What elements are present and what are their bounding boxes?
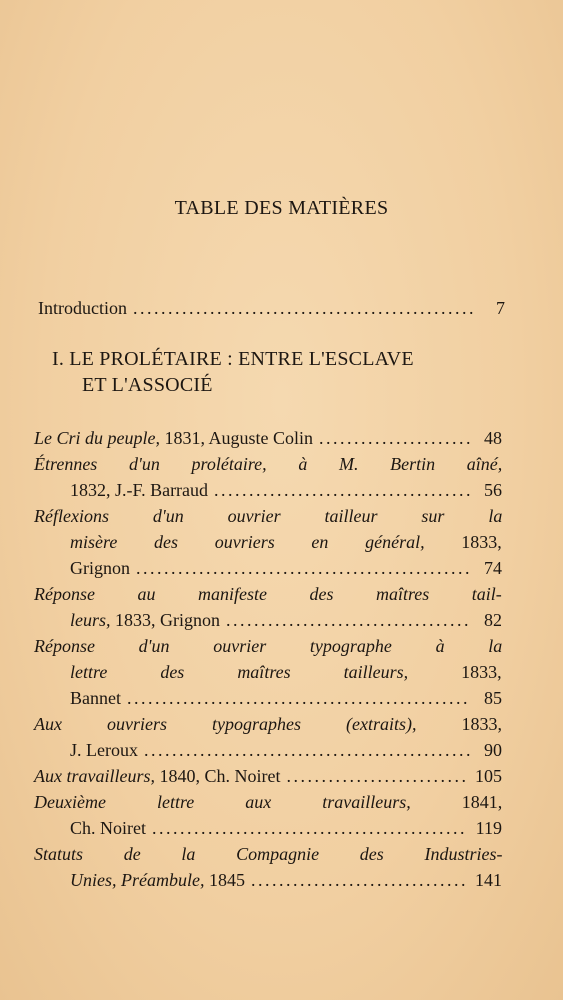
page-number: 105 [475,766,502,786]
toc-entry [34,789,502,841]
entry-title: Deuxième lettre aux travailleurs, [34,792,411,812]
entry-text [70,477,208,503]
toc-entry-line [34,581,502,607]
toc-entry-line [34,763,502,789]
toc-entry-line [34,685,502,711]
entry-text [70,867,245,893]
entry-title: Le Cri du peuple, [34,428,160,448]
entry-details: 1833, [424,532,502,552]
section-heading [52,346,522,398]
page-number: 82 [484,610,502,630]
toc-entry [34,503,502,581]
entry-title: Statuts de la Compagnie des Industries- [34,844,503,864]
entry-text [34,581,502,607]
toc-entry-line [34,633,502,659]
page-number: 56 [484,480,502,500]
toc-entry-line [34,711,502,737]
toc-entry-line [34,841,502,867]
entry-text [34,763,280,789]
toc-entry [34,841,502,893]
section-heading-line-1: I. LE PROLÉTAIRE : ENTRE L'ESCLAVE [52,348,414,370]
toc-entry [34,581,502,633]
entry-text [34,503,502,529]
entry-text [34,841,502,867]
entry-text [34,425,313,451]
entry-details: 1841, [410,792,503,812]
toc-entry [34,763,502,789]
entry-title: misère des ouvriers en général, [70,532,425,552]
toc-entry [34,451,502,503]
section-heading-line-2: ET L'ASSOCIÉ [82,374,213,396]
entry-text [34,789,502,815]
page-number: 85 [484,688,502,708]
entry-title: lettre des maîtres tailleurs, [70,662,409,682]
page-number: 90 [484,740,502,760]
leader-dots [286,763,467,789]
entry-details: 1832, J.-F. Barraud [70,480,209,500]
entry-title: Aux travailleurs, [34,766,155,786]
entry-title: Réflexions d'un ouvrier tailleur sur la [34,506,503,526]
page-number: 141 [475,870,502,890]
entry-details: Ch. Noiret [70,818,146,838]
entry-title: Réponse au manifeste des maîtres tail- [34,584,502,604]
toc-entry-line [34,503,502,529]
toc-entry-introduction [38,298,505,319]
toc-entry-line [34,477,502,503]
toc-entry [34,425,502,451]
toc-entry-line [34,867,502,893]
entry-title: Unies, Préambule, [70,870,205,890]
entry-text [70,815,146,841]
page-number: 7 [496,298,505,318]
entry-text [34,711,502,737]
leader-dots [136,555,470,581]
toc-entry-line [34,529,502,555]
leader-dots [251,867,467,893]
toc-entry-line [34,815,502,841]
entry-details: Bannet [70,688,121,708]
toc-entry-line [34,789,502,815]
leader-dots [152,815,468,841]
entry-details: J. Leroux [70,740,138,760]
entry-text [70,555,130,581]
toc-entry-line [34,607,502,633]
page-number: 119 [475,818,502,838]
leader-dots [319,425,470,451]
toc-entry [34,711,502,763]
entry-text [70,607,220,633]
entry-title: Étrennes d'un prolétaire, à M. Bertin aîné, [34,454,503,474]
page-number: 74 [484,558,502,578]
entry-title: leurs, [70,610,111,630]
entry-text [34,633,502,659]
toc-entry-line [34,737,502,763]
entry-text [34,451,502,477]
toc-entry [34,633,502,711]
entry-details: Grignon [70,558,130,578]
entry-label: Introduction [38,298,127,318]
leader-dots [226,607,470,633]
entry-title: Réponse d'un ouvrier typographe à la [34,636,503,656]
toc-entry-line [34,659,502,685]
entry-text [70,659,502,685]
toc-entry-line [34,555,502,581]
toc-entry-line [34,425,502,451]
entry-text [70,685,121,711]
leader-dots [127,685,470,711]
page-number: 48 [484,428,502,448]
entry-text [70,737,138,763]
toc-list [34,425,502,893]
entry-details: 1833, [416,714,502,734]
entry-details: 1833, Grignon [110,610,220,630]
entry-details: 1840, Ch. Noiret [154,766,281,786]
page-title: TABLE DES MATIÈRES [174,197,389,219]
entry-details: 1833, [408,662,502,682]
entry-details: 1845 [204,870,245,890]
toc-entry-line [34,451,502,477]
leader-dots [214,477,470,503]
entry-details: 1831, Auguste Colin [160,428,314,448]
leader-dots [133,298,473,319]
entry-text [70,529,502,555]
entry-title: Aux ouvriers typographes (extraits), [34,714,417,734]
leader-dots [144,737,470,763]
